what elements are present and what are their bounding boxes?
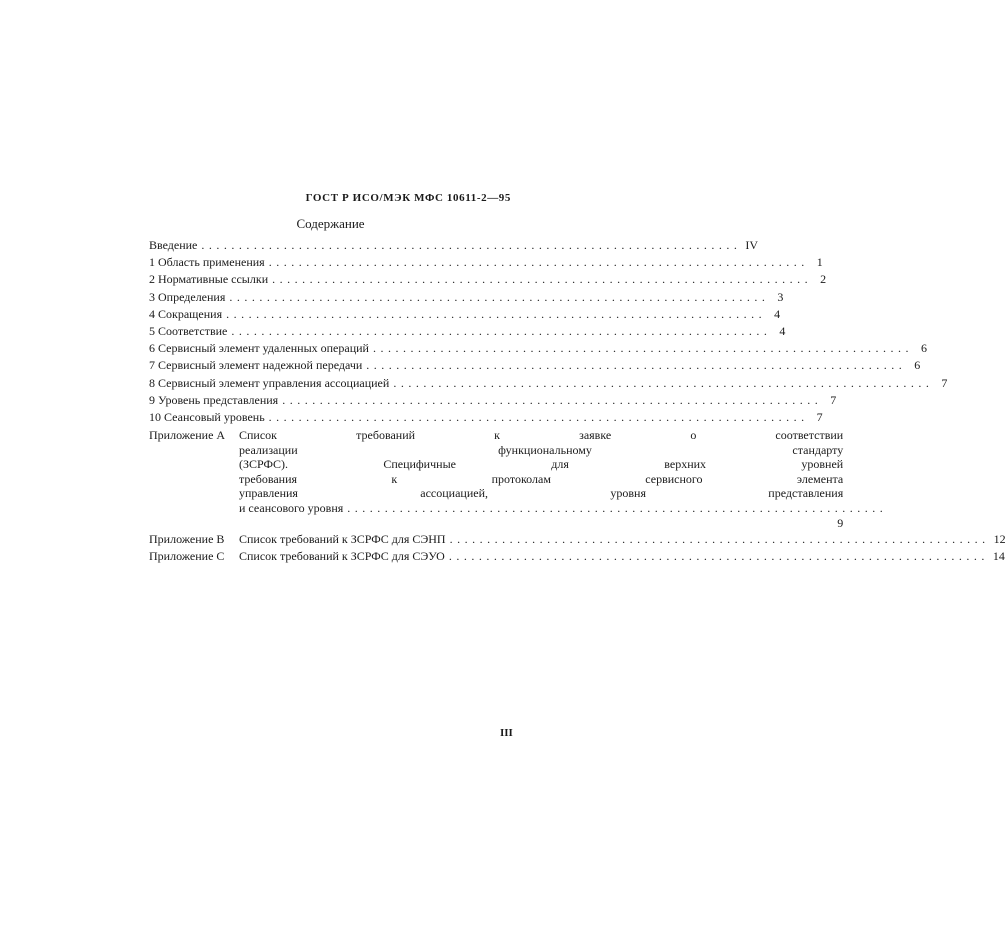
appendix-title-line: (ЗСРФС). Специфичные для верхних уровней — [239, 457, 844, 472]
toc-entry-label: 7 Сервисный элемент надежной передачи — [149, 358, 363, 373]
appendix-label: Приложение С — [149, 548, 225, 563]
appendix-title-line: Список требований к ЗСРФС для СЭУО — [239, 548, 445, 563]
toc-entry — [149, 392, 837, 409]
toc-entry-page: 12 — [993, 532, 1006, 547]
toc-leader-dots: ........................................................................ — [366, 358, 907, 373]
toc-entry-page: 4 — [779, 323, 786, 338]
appendix-title-line: управления ассоциацией, уровня представления — [239, 486, 844, 501]
toc-entry-page: 2 — [820, 272, 827, 287]
toc-appendix-c — [149, 548, 1005, 564]
toc-entry — [149, 340, 927, 357]
toc-entry-label: 2 Нормативные ссылки — [149, 272, 269, 287]
appendix-title-line: требования к протоколам сервисного элемента — [239, 471, 844, 486]
toc-entry — [149, 409, 823, 426]
page-header: ГОСТ Р ИСО/МЭК МФС 10611-2—95 — [305, 192, 511, 204]
toc-appendix-a — [149, 428, 888, 530]
appendix-title-line: Список требований к заявке о соответствии — [239, 428, 844, 443]
toc-entry-page: 7 — [830, 392, 837, 407]
toc-leader-dots: ........................................................................ — [231, 323, 772, 338]
toc-leader-dots: ........................................................................ — [272, 272, 813, 287]
table-of-contents — [149, 237, 1006, 563]
toc-leader-dots: ........................................................................ — [448, 548, 989, 563]
toc-entry — [149, 306, 781, 323]
toc-entry-label: Введение — [149, 238, 198, 252]
toc-title: Содержание — [296, 216, 365, 231]
appendix-title-line: Список требований к ЗСРФС для СЭНП — [239, 532, 446, 547]
toc-leader-dots: ........................................................................ — [372, 341, 913, 356]
toc-leader-dots: ........................................................................ — [282, 392, 823, 407]
appendix-label: Приложение А — [149, 428, 226, 443]
toc-entry-label: 4 Сокращения — [149, 306, 223, 321]
toc-entry-label: 9 Уровень представления — [149, 392, 279, 407]
appendix-title-line: реализации функциональному стандарту — [239, 442, 844, 457]
toc-entry-label: 3 Определения — [149, 289, 226, 304]
toc-entry — [149, 254, 823, 271]
toc-entry-page: 4 — [774, 306, 781, 321]
toc-leader-dots: ........................................................................ — [229, 289, 770, 304]
toc-entry — [149, 271, 827, 288]
toc-entry-page: 6 — [914, 358, 921, 373]
toc-leader-dots: ........................................................................ — [268, 409, 809, 424]
toc-entry — [149, 357, 921, 374]
toc-entry-page: 3 — [777, 289, 784, 304]
toc-entry-page: 1 — [816, 255, 823, 270]
toc-leader-dots: ........................................................................ — [201, 238, 742, 252]
toc-entry-page: 7 — [816, 409, 823, 424]
toc-leader-dots: ........................................................................ — [347, 501, 888, 516]
toc-entry — [149, 375, 948, 392]
toc-entry — [149, 237, 759, 254]
appendix-title-line: и сеансового уровня — [239, 501, 344, 516]
toc-leader-dots: ........................................................................ — [393, 375, 934, 390]
toc-entry — [149, 289, 784, 306]
toc-entry-page: 14 — [992, 548, 1005, 563]
toc-entry — [149, 323, 786, 340]
page-number: III — [500, 727, 513, 739]
toc-entry-label: 10 Сеансовый уровень — [149, 409, 265, 424]
toc-leader-dots: ........................................................................ — [226, 306, 767, 321]
toc-entry-page: 6 — [920, 341, 927, 356]
appendix-label: Приложение В — [149, 532, 225, 547]
toc-entry-label: 8 Сервисный элемент управления ассоциацией — [149, 375, 390, 390]
toc-entry-label: 5 Соответствие — [149, 323, 228, 338]
toc-entry-page: 7 — [941, 375, 948, 390]
toc-leader-dots: ........................................................................ — [449, 532, 990, 547]
toc-entry-label: 1 Область применения — [149, 255, 265, 270]
toc-appendix-b — [149, 532, 1006, 547]
toc-entry-label: 6 Сервисный элемент удаленных операций — [149, 341, 369, 356]
toc-leader-dots: ........................................................................ — [268, 255, 809, 270]
toc-entry-page: 9 — [837, 515, 844, 530]
toc-entry-page: IV — [745, 238, 759, 252]
